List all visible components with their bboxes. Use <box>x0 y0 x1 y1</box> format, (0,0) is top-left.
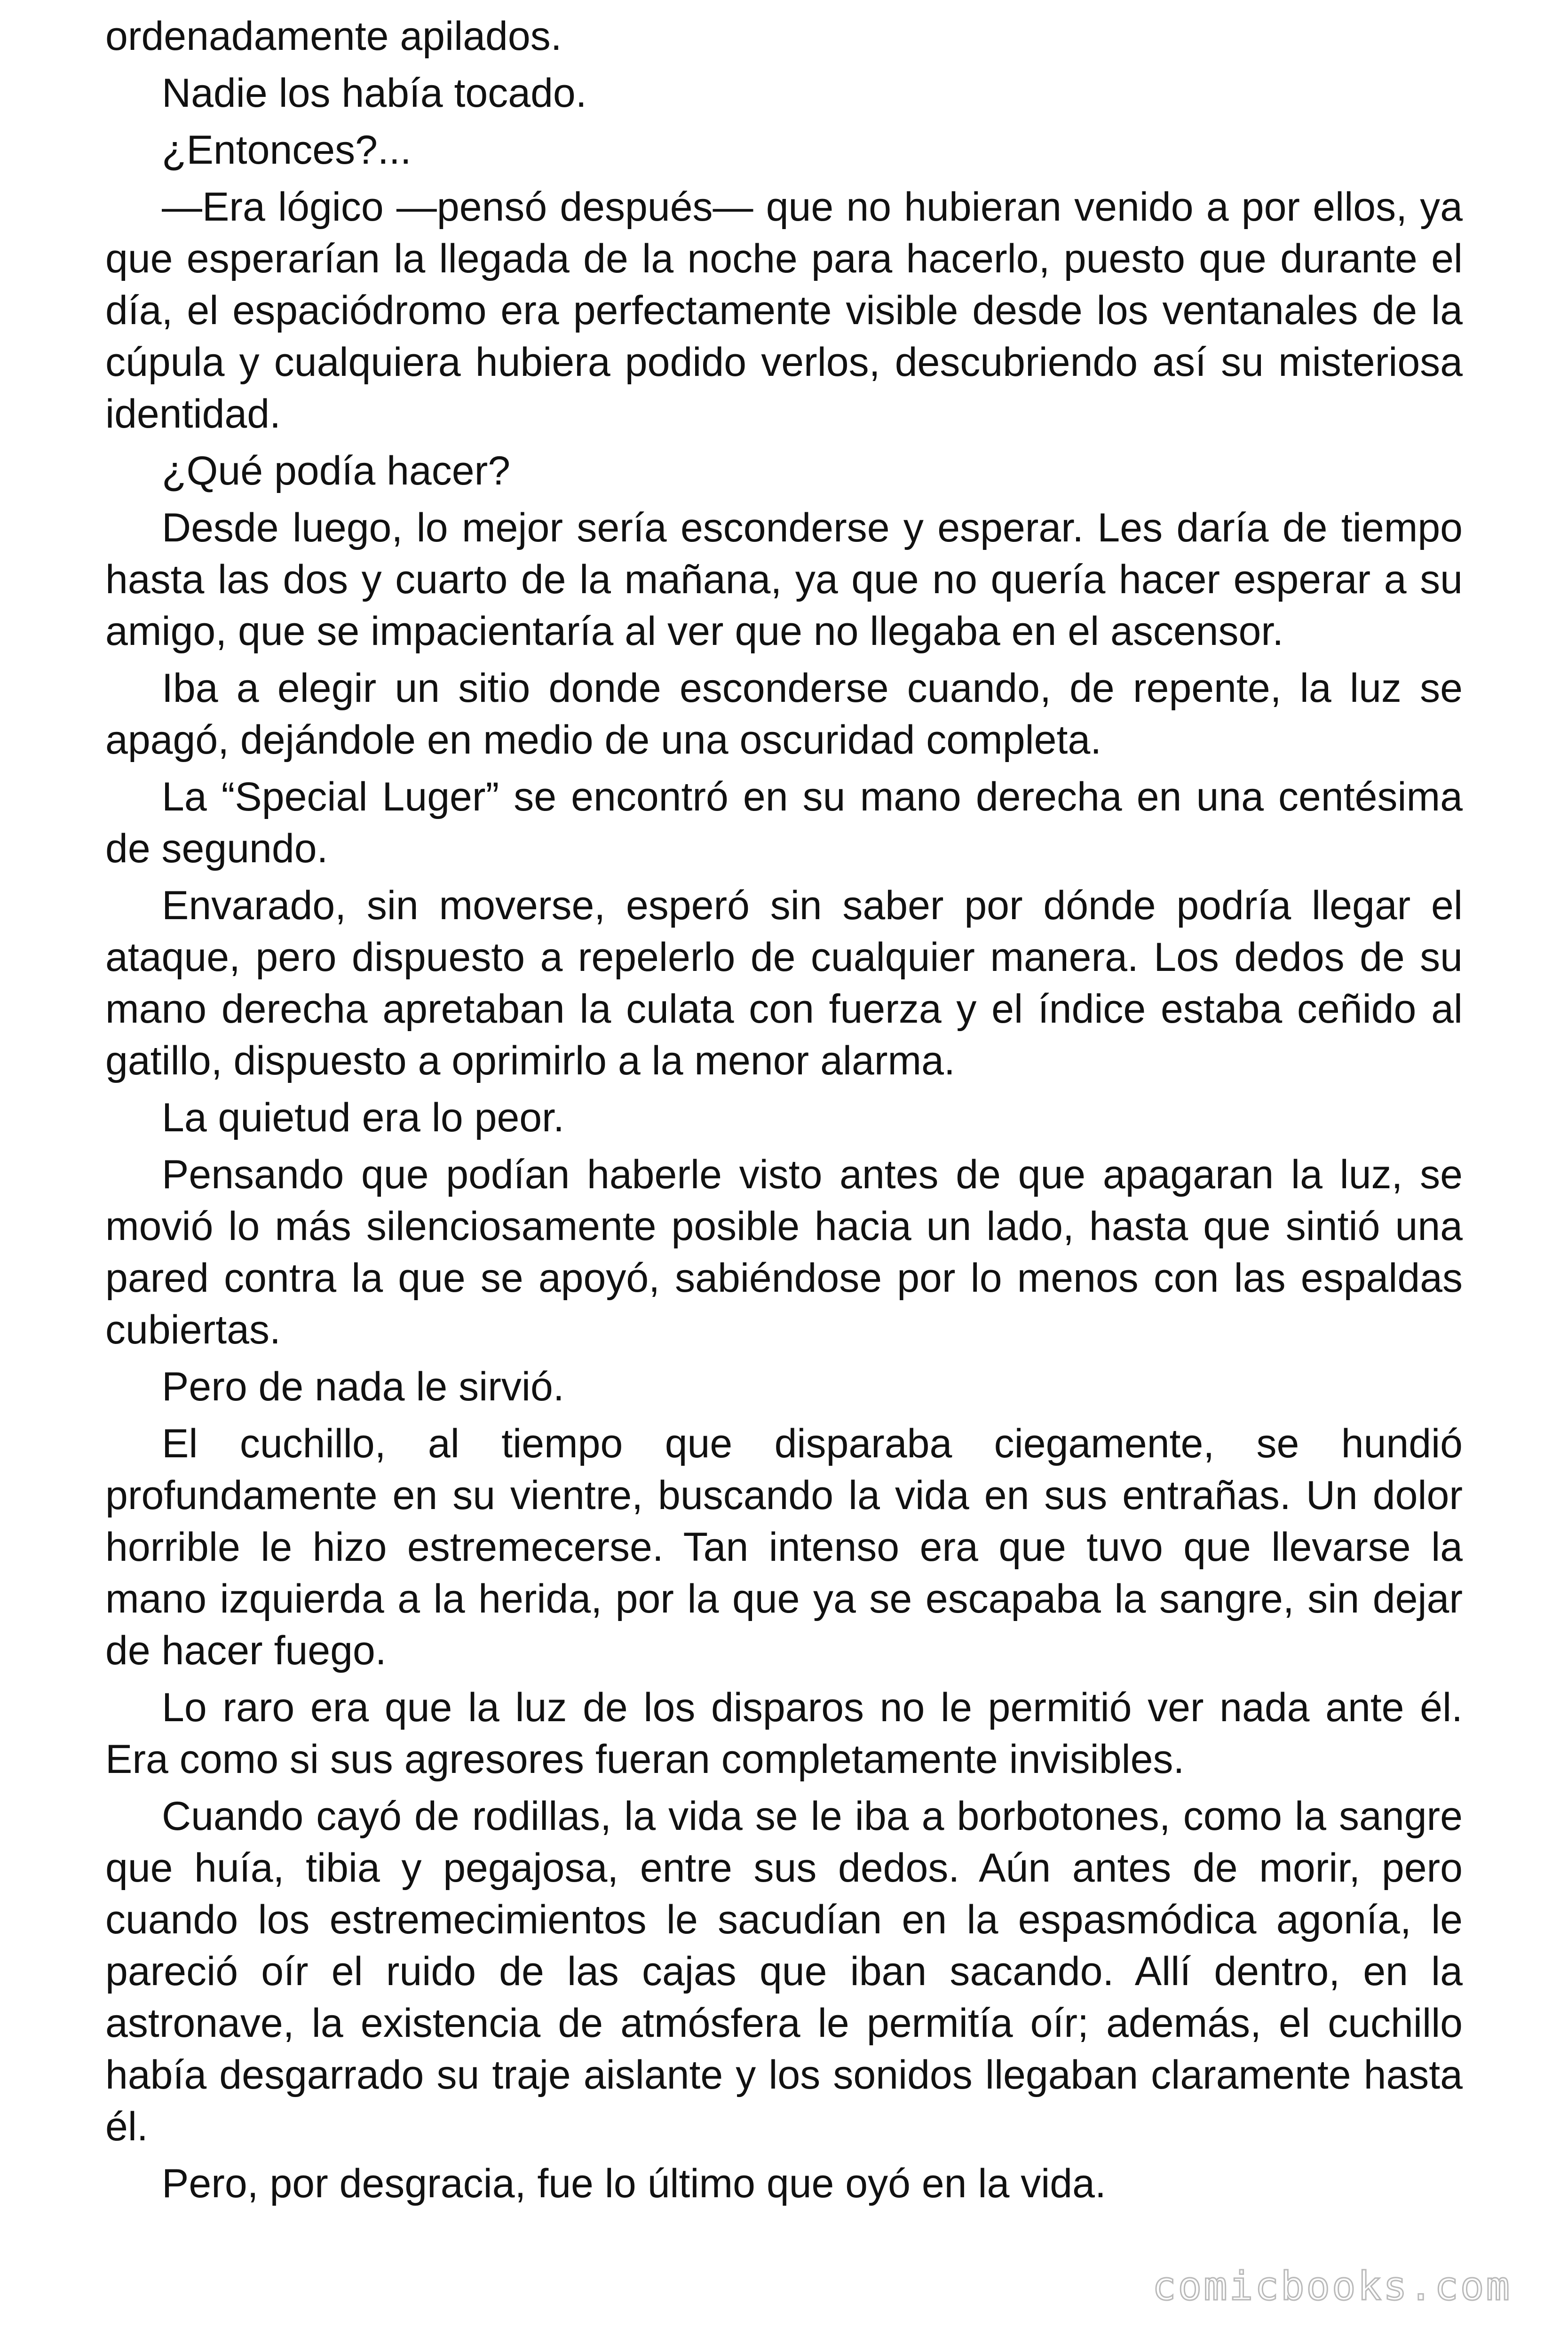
paragraph-2: Nadie los había tocado. <box>162 71 587 116</box>
paragraph-3: ¿Entonces?... <box>162 127 412 173</box>
paragraph-10: La quietud era lo peor. <box>162 1095 564 1140</box>
paragraph-4: —Era lógico —pensó después— que no hubieran venido a por ellos, ya que esperarían la llegada de la noche para hacerlo, puesto que durante el día, el espaciódromo era perfectamente visible desde los ventanales de la cúpula y cualquiera hubiera podido verlos, descubriendo así su misteriosa identidad. <box>105 184 1463 437</box>
paragraph-8: La “Special Luger” se encontró en su mano derecha en una centésima de segundo. <box>105 774 1463 871</box>
paragraph-9: Envarado, sin moverse, esperó sin saber por dónde podría llegar el ataque, pero dispuesto a repelerlo de cualquier manera. Los dedos de su mano derecha apretaban la culata con fuerza y el índice estaba ceñido al gatillo, dispuesto a oprimirlo a la menor alarma. <box>105 883 1463 1083</box>
paragraph-7: Iba a elegir un sitio donde esconderse cuando, de repente, la luz se apagó, dejándole en medio de una oscuridad completa. <box>105 666 1463 763</box>
paragraph-16: Pero, por desgracia, fue lo último que oyó en la vida. <box>162 2161 1106 2206</box>
paragraph-1: ordenadamente apilados. <box>105 14 562 59</box>
paragraph-12: Pero de nada le sirvió. <box>162 1364 564 1409</box>
watermark: comicbooks.com <box>1152 2263 1512 2309</box>
paragraph-11: Pensando que podían haberle visto antes de que apagaran la luz, se movió lo más silenciosamente posible hacia un lado, hasta que sintió una pared contra la que se apoyó, sabiéndose por lo menos con las espaldas cubiertas. <box>105 1152 1463 1352</box>
paragraph-14: Lo raro era que la luz de los disparos no le permitió ver nada ante él. Era como si sus agresores fueran completamente invisibles. <box>105 1685 1463 1782</box>
paragraph-15: Cuando cayó de rodillas, la vida se le iba a borbotones, como la sangre que huía, tibia y pegajosa, entre sus dedos. Aún antes de morir, pero cuando los estremecimientos le sacudían en la espasmódica agonía, le pareció oír el ruido de las cajas que iban sacando. Allí dentro, en la astronave, la existencia de atmósfera le permitía oír; además, el cuchillo había desgarrado su traje aislante y los sonidos llegaban claramente hasta él. <box>105 1794 1463 2149</box>
document-body <box>105 10 1463 2215</box>
paragraph-13: El cuchillo, al tiempo que disparaba ciegamente, se hundió profundamente en su vientre, buscando la vida en sus entrañas. Un dolor horrible le hizo estremecerse. Tan intenso era que tuvo que llevarse la mano izquierda a la herida, por la que ya se escapaba la sangre, sin dejar de hacer fuego. <box>105 1421 1463 1673</box>
paragraph-6: Desde luego, lo mejor sería esconderse y esperar. Les daría de tiempo hasta las dos y cuarto de la mañana, ya que no quería hacer esperar a su amigo, que se impacientaría al ver que no llegaba en el ascensor. <box>105 505 1463 654</box>
paragraph-5: ¿Qué podía hacer? <box>162 448 511 493</box>
